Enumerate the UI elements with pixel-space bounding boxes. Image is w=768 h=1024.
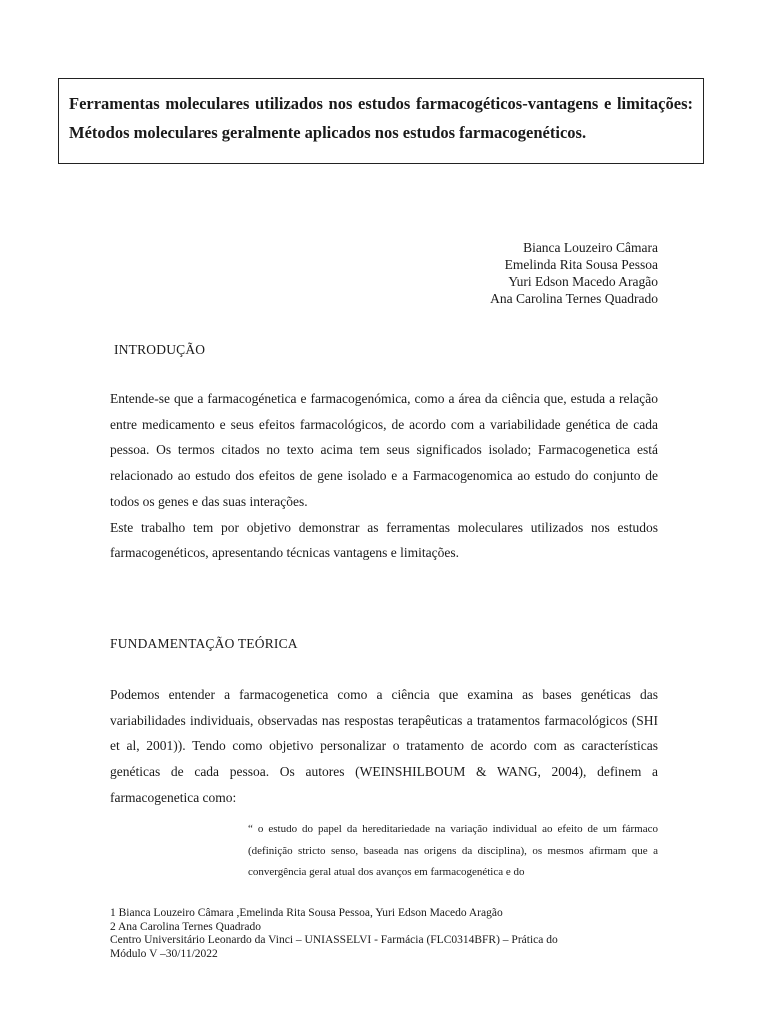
author-name: Ana Carolina Ternes Quadrado <box>490 291 658 306</box>
intro-paragraph: Entende-se que a farmacogénetica e farmacogenómica, como a área da ciência que, estuda a relação entre medicamento e seus efeitos farmacológicos, de acordo com a variabilidade genética de cada pessoa. Os termos citados no texto acima tem seus significados isolado; Farmacogenetica está relacionado ao estudo dos efeitos de gene isolado e a Farmacogenomica ao estudo do conjunto de todos os genes e das suas interações. <box>110 391 658 509</box>
intro-heading: INTRODUÇÃO <box>114 342 206 357</box>
footnote-line: Centro Universitário Leonardo da Vinci – UNIASSELVI - Farmácia (FLC0314BFR) – Prática do <box>110 934 558 946</box>
document-title: Ferramentas moleculares utilizados nos estudos farmacogéticos-vantagens e limitações: Métodos moleculares geralmente aplicados nos estudos farmacogenéticos. <box>69 94 693 142</box>
title-box <box>58 78 704 164</box>
footnote-line: 1 Bianca Louzeiro Câmara ,Emelinda Rita Sousa Pessoa, Yuri Edson Macedo Aragão <box>110 907 503 919</box>
block-quote: “ o estudo do papel da hereditariedade na variação individual ao efeito de um fármaco (definição stricto senso, baseada nas origens da disciplina), os mesmos afirmam que a convergência geral atual dos avanços em farmacogenética e do <box>248 823 658 878</box>
theory-paragraph: Podemos entender a farmacogenetica como a ciência que examina as bases genéticas das variabilidades individuais, observadas nas respostas terapêuticas a tratamentos farmacológicos (SHI et al, 2001)). Tendo como objetivo personalizar o tratamento de acordo com as características genéticas de cada pessoa. Os autores (WEINSHILBOUM & WANG, 2004), definem a farmacogenetica como: <box>110 687 658 805</box>
theory-heading: FUNDAMENTAÇÃO TEÓRICA <box>110 636 298 651</box>
footnote-line: 2 Ana Carolina Ternes Quadrado <box>110 920 261 933</box>
intro-section <box>110 386 658 566</box>
footnotes <box>110 907 670 961</box>
author-list <box>490 239 658 307</box>
author-name: Bianca Louzeiro Câmara <box>523 240 658 255</box>
author-name: Yuri Edson Macedo Aragão <box>508 274 658 289</box>
intro-paragraph: Este trabalho tem por objetivo demonstrar as ferramentas moleculares utilizados nos estudos farmacogenéticos, apresentando técnicas vantagens e limitações. <box>110 519 658 561</box>
footnote-line: Módulo V –30/11/2022 <box>110 947 218 960</box>
author-name: Emelinda Rita Sousa Pessoa <box>504 257 658 272</box>
